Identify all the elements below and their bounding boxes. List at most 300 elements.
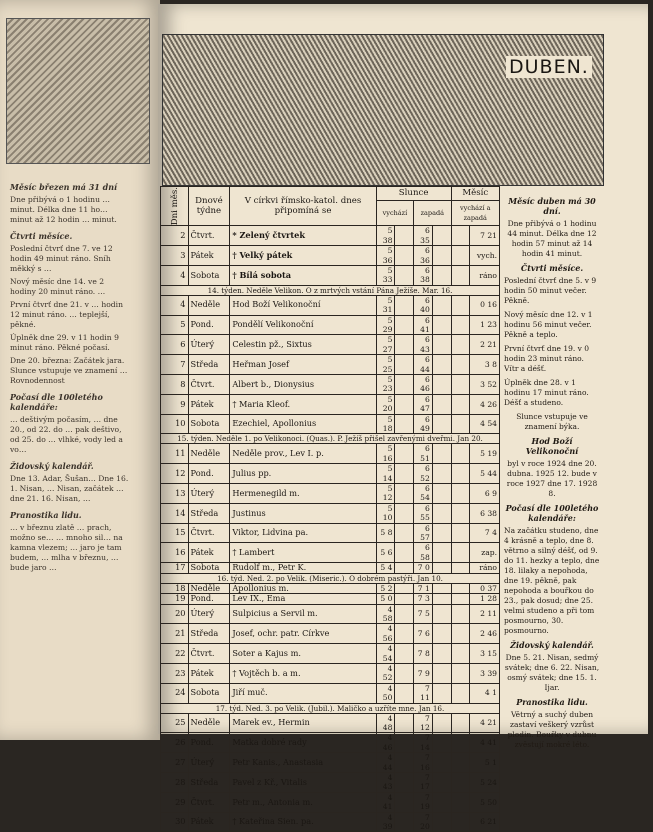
weekday: Neděle (188, 713, 230, 733)
weekday: Pátek (188, 246, 230, 266)
sunset: 7 12 (414, 713, 433, 733)
sidebar-quarter: Poslední čtvrť dne 5. v 9 hodin 50 minut večer. Pěkně. (504, 276, 597, 305)
saint-name: Albert b., Dionysius (230, 374, 376, 394)
left-forecast-header: Pranostika lidu. (10, 510, 82, 520)
weekday: Sobota (188, 265, 230, 285)
moon-time: 5 50 (470, 792, 500, 812)
weekday: Pátek (188, 663, 230, 683)
saint-name: Josef, ochr. patr. Církve (230, 624, 376, 644)
table-row (161, 792, 500, 812)
day-number: 14 (161, 503, 189, 523)
left-paragraph: Poslední čtvrť dne 7. ve 12 hodin 49 minut ráno. Sníh měkký s … (10, 244, 113, 273)
day-number: 8 (161, 374, 189, 394)
col-date-header: Dni měs. (161, 187, 189, 226)
moon-time: 2 21 (470, 335, 500, 355)
moon-time: 4 26 (470, 394, 500, 414)
moon-symbol (451, 246, 470, 266)
sunset-sep (432, 246, 451, 266)
sunrise: 5 2 (376, 583, 395, 593)
weekday: Úterý (188, 335, 230, 355)
saint-name: Celestin pž., Sixtus (230, 335, 376, 355)
day-number: 12 (161, 464, 189, 484)
moon-symbol (451, 265, 470, 285)
day-number: 23 (161, 663, 189, 683)
sunrise: 5 25 (376, 355, 395, 375)
saint-name: † Kateřina Sien. pa. (230, 812, 376, 832)
left-forecast-text: … v březnu zlatě … prach, možno se… … mnoho sil… na kamna vlezem; … jaro je tam budem, … mlha v březnu, … bude jaro … (10, 523, 123, 572)
sunset: 6 43 (414, 335, 433, 355)
sunrise: 5 14 (376, 464, 395, 484)
col-sunrise-header: vychází (376, 200, 413, 226)
moon-symbol (451, 812, 470, 832)
sidebar-jewish-header: Židovský kalendář. (510, 640, 594, 650)
day-number: 6 (161, 335, 189, 355)
table-row (161, 246, 500, 266)
weekday: Pond. (188, 594, 230, 604)
moon-time: 5 1 (470, 753, 500, 773)
saint-name: Matka dobré rady (230, 733, 376, 753)
weekday: Sobota (188, 683, 230, 703)
table-row (161, 713, 500, 733)
sunset: 7 16 (414, 753, 433, 773)
saint-name: Rudolf m., Petr K. (230, 563, 376, 573)
sunset: 6 57 (414, 523, 433, 543)
moon-time: 3 52 (470, 374, 500, 394)
weekday: Středa (188, 503, 230, 523)
moon-symbol (451, 543, 470, 563)
sunrise: 5 33 (376, 265, 395, 285)
moon-time: 2 46 (470, 624, 500, 644)
saint-name: Marek ev., Hermin (230, 713, 376, 733)
moon-symbol (451, 335, 470, 355)
saint-name: Jiří muč. (230, 683, 376, 703)
sunset: 6 36 (414, 246, 433, 266)
week-row (161, 703, 500, 713)
sidebar-forecast-text: Větrný a suchý duben zastaví veškerý vzrůst plodin. Bouřky v dubnu zvěstují mokré léto. (507, 710, 597, 749)
sunset-sep (432, 484, 451, 504)
table-row (161, 543, 500, 563)
sunrise-sep (395, 335, 414, 355)
moon-time: 0 37 (470, 583, 500, 593)
sunset: 6 46 (414, 374, 433, 394)
sunset-sep (432, 226, 451, 246)
left-paragraph: Dne přibývá o 1 hodinu … minut. Délka dne 11 ho… minut až 12 hodin … minut. (10, 195, 117, 224)
moon-time: 5 19 (470, 444, 500, 464)
sunrise: 4 46 (376, 733, 395, 753)
table-row (161, 624, 500, 644)
moon-symbol (451, 523, 470, 543)
sidebar-quarters-header: Čtvrti měsíce. (520, 263, 584, 273)
sunrise-sep (395, 594, 414, 604)
left-jewish-text: Dne 13. Adar, Šušan… Dne 16. 1. Nisan, … Nisan, začátek … dne 21. 16. Nisan, … (10, 474, 129, 503)
sidebar-forecast-header: Pranostika lidu. (516, 697, 588, 707)
saint-name: Heřman Josef (230, 355, 376, 375)
col-church-header: V církvi římsko-katol. dnes připomíná se (230, 187, 376, 226)
moon-symbol (451, 624, 470, 644)
day-number: 28 (161, 773, 189, 793)
sidebar-quarter: Úplněk dne 28. v 1 hodinu 17 minut ráno. Déšť a studeno. (504, 378, 589, 407)
col-sun-header: Slunce (376, 187, 451, 201)
saint-name: † Velký pátek (230, 246, 376, 266)
weekday: Pátek (188, 543, 230, 563)
weekday: Čtvrt. (188, 226, 230, 246)
sunrise-sep (395, 644, 414, 664)
moon-time: ráno (470, 563, 500, 573)
moon-time: 3 39 (470, 663, 500, 683)
sunset-sep (432, 713, 451, 733)
moon-symbol (451, 355, 470, 375)
saint-name: Hod Boží Velikonoční (230, 295, 376, 315)
saint-name: Viktor, Lidvina pa. (230, 523, 376, 543)
sunset-sep (432, 355, 451, 375)
sunset-sep (432, 563, 451, 573)
moon-symbol (451, 464, 470, 484)
saint-name: † Bílá sobota (230, 265, 376, 285)
saint-name: Justinus (230, 503, 376, 523)
sunset-sep (432, 753, 451, 773)
left-calendar-header: Počasí dle 100letého kalendáře: (10, 392, 103, 412)
left-page (0, 0, 160, 740)
weekday: Sobota (188, 563, 230, 573)
moon-time: 5 24 (470, 773, 500, 793)
moon-time: 7 4 (470, 523, 500, 543)
day-number: 17 (161, 563, 189, 573)
sunset-sep (432, 394, 451, 414)
table-row (161, 295, 500, 315)
saint-name: Pondělí Velikonoční (230, 315, 376, 335)
table-row (161, 812, 500, 832)
sunrise-sep (395, 503, 414, 523)
day-number: 21 (161, 624, 189, 644)
sunset: 6 52 (414, 464, 433, 484)
day-number: 7 (161, 355, 189, 375)
day-number: 10 (161, 414, 189, 434)
sunset: 6 47 (414, 394, 433, 414)
sunrise: 4 44 (376, 753, 395, 773)
sidebar-month-header: Měsíc duben má 30 dní. (508, 196, 596, 216)
sidebar (504, 192, 600, 754)
sidebar-weather-header: Počasí dle 100letého kalendáře: (505, 503, 599, 523)
sunset-sep (432, 444, 451, 464)
sidebar-easter-text: byl v roce 1924 dne 20. dubna. 1925 12. bude v roce 1927 dne 17. 1928 8. (506, 459, 598, 498)
day-number: 25 (161, 713, 189, 733)
saint-name: Sulpicius a Servil m. (230, 604, 376, 624)
sunrise: 5 31 (376, 295, 395, 315)
sidebar-quarter: První čtvrť dne 19. v 0 hodin 23 minut ráno. Vítr a déšť. (504, 344, 590, 373)
sunrise-sep (395, 265, 414, 285)
sunset-sep (432, 604, 451, 624)
sunset-sep (432, 335, 451, 355)
col-sunset-header: zapadá (414, 200, 451, 226)
day-number: 27 (161, 753, 189, 773)
sunrise-sep (395, 484, 414, 504)
sunrise: 4 52 (376, 663, 395, 683)
weekday: Pond. (188, 315, 230, 335)
weekday: Úterý (188, 484, 230, 504)
sunrise: 4 56 (376, 624, 395, 644)
day-number: 15 (161, 523, 189, 543)
day-number: 20 (161, 604, 189, 624)
sunset: 6 58 (414, 543, 433, 563)
sunrise-sep (395, 315, 414, 335)
left-paragraph: První čtvrť dne 21. v … hodin 12 minut ráno. … teplejší, pěkné. (10, 300, 123, 329)
day-number: 4 (161, 295, 189, 315)
table-row (161, 523, 500, 543)
sunrise-sep (395, 583, 414, 593)
moon-symbol (451, 295, 470, 315)
saint-name: † Vojtěch b. a m. (230, 663, 376, 683)
sunrise-sep (395, 523, 414, 543)
sunrise-sep (395, 543, 414, 563)
sunrise-sep (395, 753, 414, 773)
sidebar-weather-text: Na začátku studeno, dne 4 krásně a teplo, dne 8. větrno a silný déšť, od 9. do 11. hezky a teplo, dne 18. lilaky a nepohoda, dne 19. pěkně, pak nepohoda a bouřkou do 23., pak dosud; dne 25. velmi studeno a při tom posmourno, 30. posmourno. (504, 526, 600, 635)
weekday: Pond. (188, 464, 230, 484)
sunrise: 4 39 (376, 812, 395, 832)
sunset: 6 54 (414, 484, 433, 504)
moon-symbol (451, 663, 470, 683)
sunset-sep (432, 503, 451, 523)
table-row (161, 226, 500, 246)
col-moon-sub-header: vychází a zapadá (451, 200, 499, 226)
sunset-sep (432, 644, 451, 664)
table-row (161, 374, 500, 394)
sunset-sep (432, 683, 451, 703)
table-row (161, 563, 500, 573)
sunset: 7 17 (414, 773, 433, 793)
moon-time: 4 1 (470, 683, 500, 703)
sunset: 7 0 (414, 563, 433, 573)
sunrise: 5 0 (376, 594, 395, 604)
sunset: 6 40 (414, 295, 433, 315)
sunrise: 4 48 (376, 713, 395, 733)
table-row (161, 484, 500, 504)
week-heading: 14. týden. Neděle Velikon. O z mrtvých vstání Pána Ježíše. Mar. 16. (161, 285, 500, 295)
sunrise: 4 58 (376, 604, 395, 624)
moon-time: vych. (470, 246, 500, 266)
day-number: 2 (161, 226, 189, 246)
calendar-body (161, 226, 500, 832)
table-row (161, 444, 500, 464)
moon-time: 1 28 (470, 594, 500, 604)
sunset: 7 8 (414, 644, 433, 664)
weekday: Neděle (188, 583, 230, 593)
sunrise: 5 23 (376, 374, 395, 394)
sunrise: 5 8 (376, 523, 395, 543)
table-row (161, 663, 500, 683)
left-quarters-header: Čtvrti měsíce. (10, 231, 73, 241)
sunset-sep (432, 523, 451, 543)
sunset-sep (432, 792, 451, 812)
left-illustration (6, 18, 150, 164)
moon-symbol (451, 753, 470, 773)
saint-name: Hermenegild m. (230, 484, 376, 504)
saint-name: Pavel z Kř., Vitalis (230, 773, 376, 793)
moon-symbol (451, 683, 470, 703)
left-month-header: Měsíc březen má 31 dní (10, 182, 118, 192)
left-paragraph: Nový měsíc dne 14. ve 2 hodiny 20 minut ráno. … (10, 277, 106, 296)
sunset-sep (432, 663, 451, 683)
day-number: 18 (161, 583, 189, 593)
week-row (161, 573, 500, 583)
moon-time: 1 23 (470, 315, 500, 335)
sunrise: 5 29 (376, 315, 395, 335)
week-heading: 16. týd. Ned. 2. po Velik. (Miseric.). O dobrém pastýři. Jan 10. (161, 573, 500, 583)
moon-time: 7 21 (470, 226, 500, 246)
sunset-sep (432, 265, 451, 285)
sunrise: 4 54 (376, 644, 395, 664)
week-heading: 15. týden. Neděle 1. po Velikonoci. (Quas.). P. Ježíš přišel zavřenými dveřmi. Jan 20. (161, 434, 500, 444)
sunset: 7 5 (414, 604, 433, 624)
week-row (161, 285, 500, 295)
sunrise-sep (395, 563, 414, 573)
col-weekday-header: Dnové týdne (188, 187, 230, 226)
weekday: Středa (188, 355, 230, 375)
sunrise: 5 10 (376, 503, 395, 523)
saint-name: Neděle prov., Lev I. p. (230, 444, 376, 464)
sunrise-sep (395, 792, 414, 812)
moon-time: 0 16 (470, 295, 500, 315)
sunrise-sep (395, 683, 414, 703)
moon-symbol (451, 315, 470, 335)
weekday: Pátek (188, 394, 230, 414)
saint-name: Petr m., Antonia m. (230, 792, 376, 812)
sunrise-sep (395, 444, 414, 464)
moon-time: 5 44 (470, 464, 500, 484)
calendar-table (160, 186, 500, 832)
weekday: Čtvrt. (188, 374, 230, 394)
sunrise: 5 6 (376, 543, 395, 563)
weekday: Sobota (188, 414, 230, 434)
sunrise-sep (395, 414, 414, 434)
sunrise: 5 16 (376, 444, 395, 464)
sunset-sep (432, 295, 451, 315)
table-header-row (161, 187, 500, 201)
col-moon-header: Měsíc (451, 187, 499, 201)
moon-symbol (451, 503, 470, 523)
moon-time: 6 9 (470, 484, 500, 504)
moon-symbol (451, 414, 470, 434)
moon-time: 3 15 (470, 644, 500, 664)
month-title: DUBEN. (506, 56, 592, 78)
sunrise-sep (395, 624, 414, 644)
left-jewish-header: Židovský kalendář. (10, 461, 94, 471)
sunrise: 5 38 (376, 226, 395, 246)
weekday: Pond. (188, 733, 230, 753)
sunrise-sep (395, 604, 414, 624)
moon-time: 4 41 (470, 733, 500, 753)
moon-symbol (451, 644, 470, 664)
sunrise-sep (395, 713, 414, 733)
sunrise-sep (395, 663, 414, 683)
left-paragraph: Úplněk dne 29. v 11 hodin 9 minut ráno. Pěkné počasí. (10, 333, 119, 352)
day-number: 13 (161, 484, 189, 504)
moon-symbol (451, 444, 470, 464)
sunset-sep (432, 414, 451, 434)
sunrise: 5 36 (376, 246, 395, 266)
sunrise-sep (395, 355, 414, 375)
sunset: 6 38 (414, 265, 433, 285)
weekday: Úterý (188, 604, 230, 624)
day-number: 29 (161, 792, 189, 812)
sunset: 6 51 (414, 444, 433, 464)
sunrise: 4 43 (376, 773, 395, 793)
sunset: 6 35 (414, 226, 433, 246)
day-number: 16 (161, 543, 189, 563)
day-number: 5 (161, 315, 189, 335)
weekday: Pátek (188, 812, 230, 832)
sunset: 7 3 (414, 594, 433, 604)
sunset: 7 11 (414, 683, 433, 703)
moon-symbol (451, 604, 470, 624)
weekday: Neděle (188, 444, 230, 464)
sunrise: 4 41 (376, 792, 395, 812)
table-row (161, 315, 500, 335)
day-number: 24 (161, 683, 189, 703)
moon-time: 4 54 (470, 414, 500, 434)
sidebar-jewish-text: Dne 5. 21. Nisan, sedmý svátek; dne 6. 22. Nisan, osmý svátek; dne 15. 1. Ijar. (504, 653, 600, 692)
sunset-sep (432, 543, 451, 563)
day-number: 11 (161, 444, 189, 464)
left-column (10, 176, 130, 576)
moon-symbol (451, 583, 470, 593)
sunrise: 5 4 (376, 563, 395, 573)
weekday: Čtvrt. (188, 644, 230, 664)
sunset-sep (432, 773, 451, 793)
table-row (161, 394, 500, 414)
moon-time: 2 11 (470, 604, 500, 624)
sunset: 7 1 (414, 583, 433, 593)
sidebar-easter-header: Hod Boží Velikonoční (525, 436, 579, 456)
sunrise-sep (395, 464, 414, 484)
day-number: 9 (161, 394, 189, 414)
moon-symbol (451, 792, 470, 812)
sunset: 7 20 (414, 812, 433, 832)
weekday: Středa (188, 773, 230, 793)
day-number: 30 (161, 812, 189, 832)
sidebar-sun: Slunce vstupuje ve znamení býka. (516, 412, 588, 431)
sunrise-sep (395, 295, 414, 315)
moon-time: 4 21 (470, 713, 500, 733)
moon-time: ráno (470, 265, 500, 285)
sunrise: 5 27 (376, 335, 395, 355)
day-number: 3 (161, 246, 189, 266)
moon-symbol (451, 374, 470, 394)
sunrise: 5 20 (376, 394, 395, 414)
left-spring: Dne 20. března: Začátek jara. Slunce vstupuje ve znamení … Rovnodennost (10, 356, 128, 385)
moon-time: 3 8 (470, 355, 500, 375)
sunset: 7 19 (414, 792, 433, 812)
day-number: 26 (161, 733, 189, 753)
table-row (161, 604, 500, 624)
sunset: 7 14 (414, 733, 433, 753)
week-heading: 17. týd. Ned. 3. po Velik. (Jubil.). Maličko a uzříte mne. Jan 16. (161, 703, 500, 713)
sunrise: 4 50 (376, 683, 395, 703)
sunrise-sep (395, 374, 414, 394)
sunrise-sep (395, 812, 414, 832)
sunrise-sep (395, 226, 414, 246)
sunset: 7 6 (414, 624, 433, 644)
moon-symbol (451, 773, 470, 793)
sunset: 6 44 (414, 355, 433, 375)
table-row (161, 265, 500, 285)
table-row (161, 503, 500, 523)
table-row (161, 753, 500, 773)
week-row (161, 434, 500, 444)
sunrise-sep (395, 394, 414, 414)
saint-name: † Maria Kleof. (230, 394, 376, 414)
moon-symbol (451, 484, 470, 504)
table-row (161, 683, 500, 703)
